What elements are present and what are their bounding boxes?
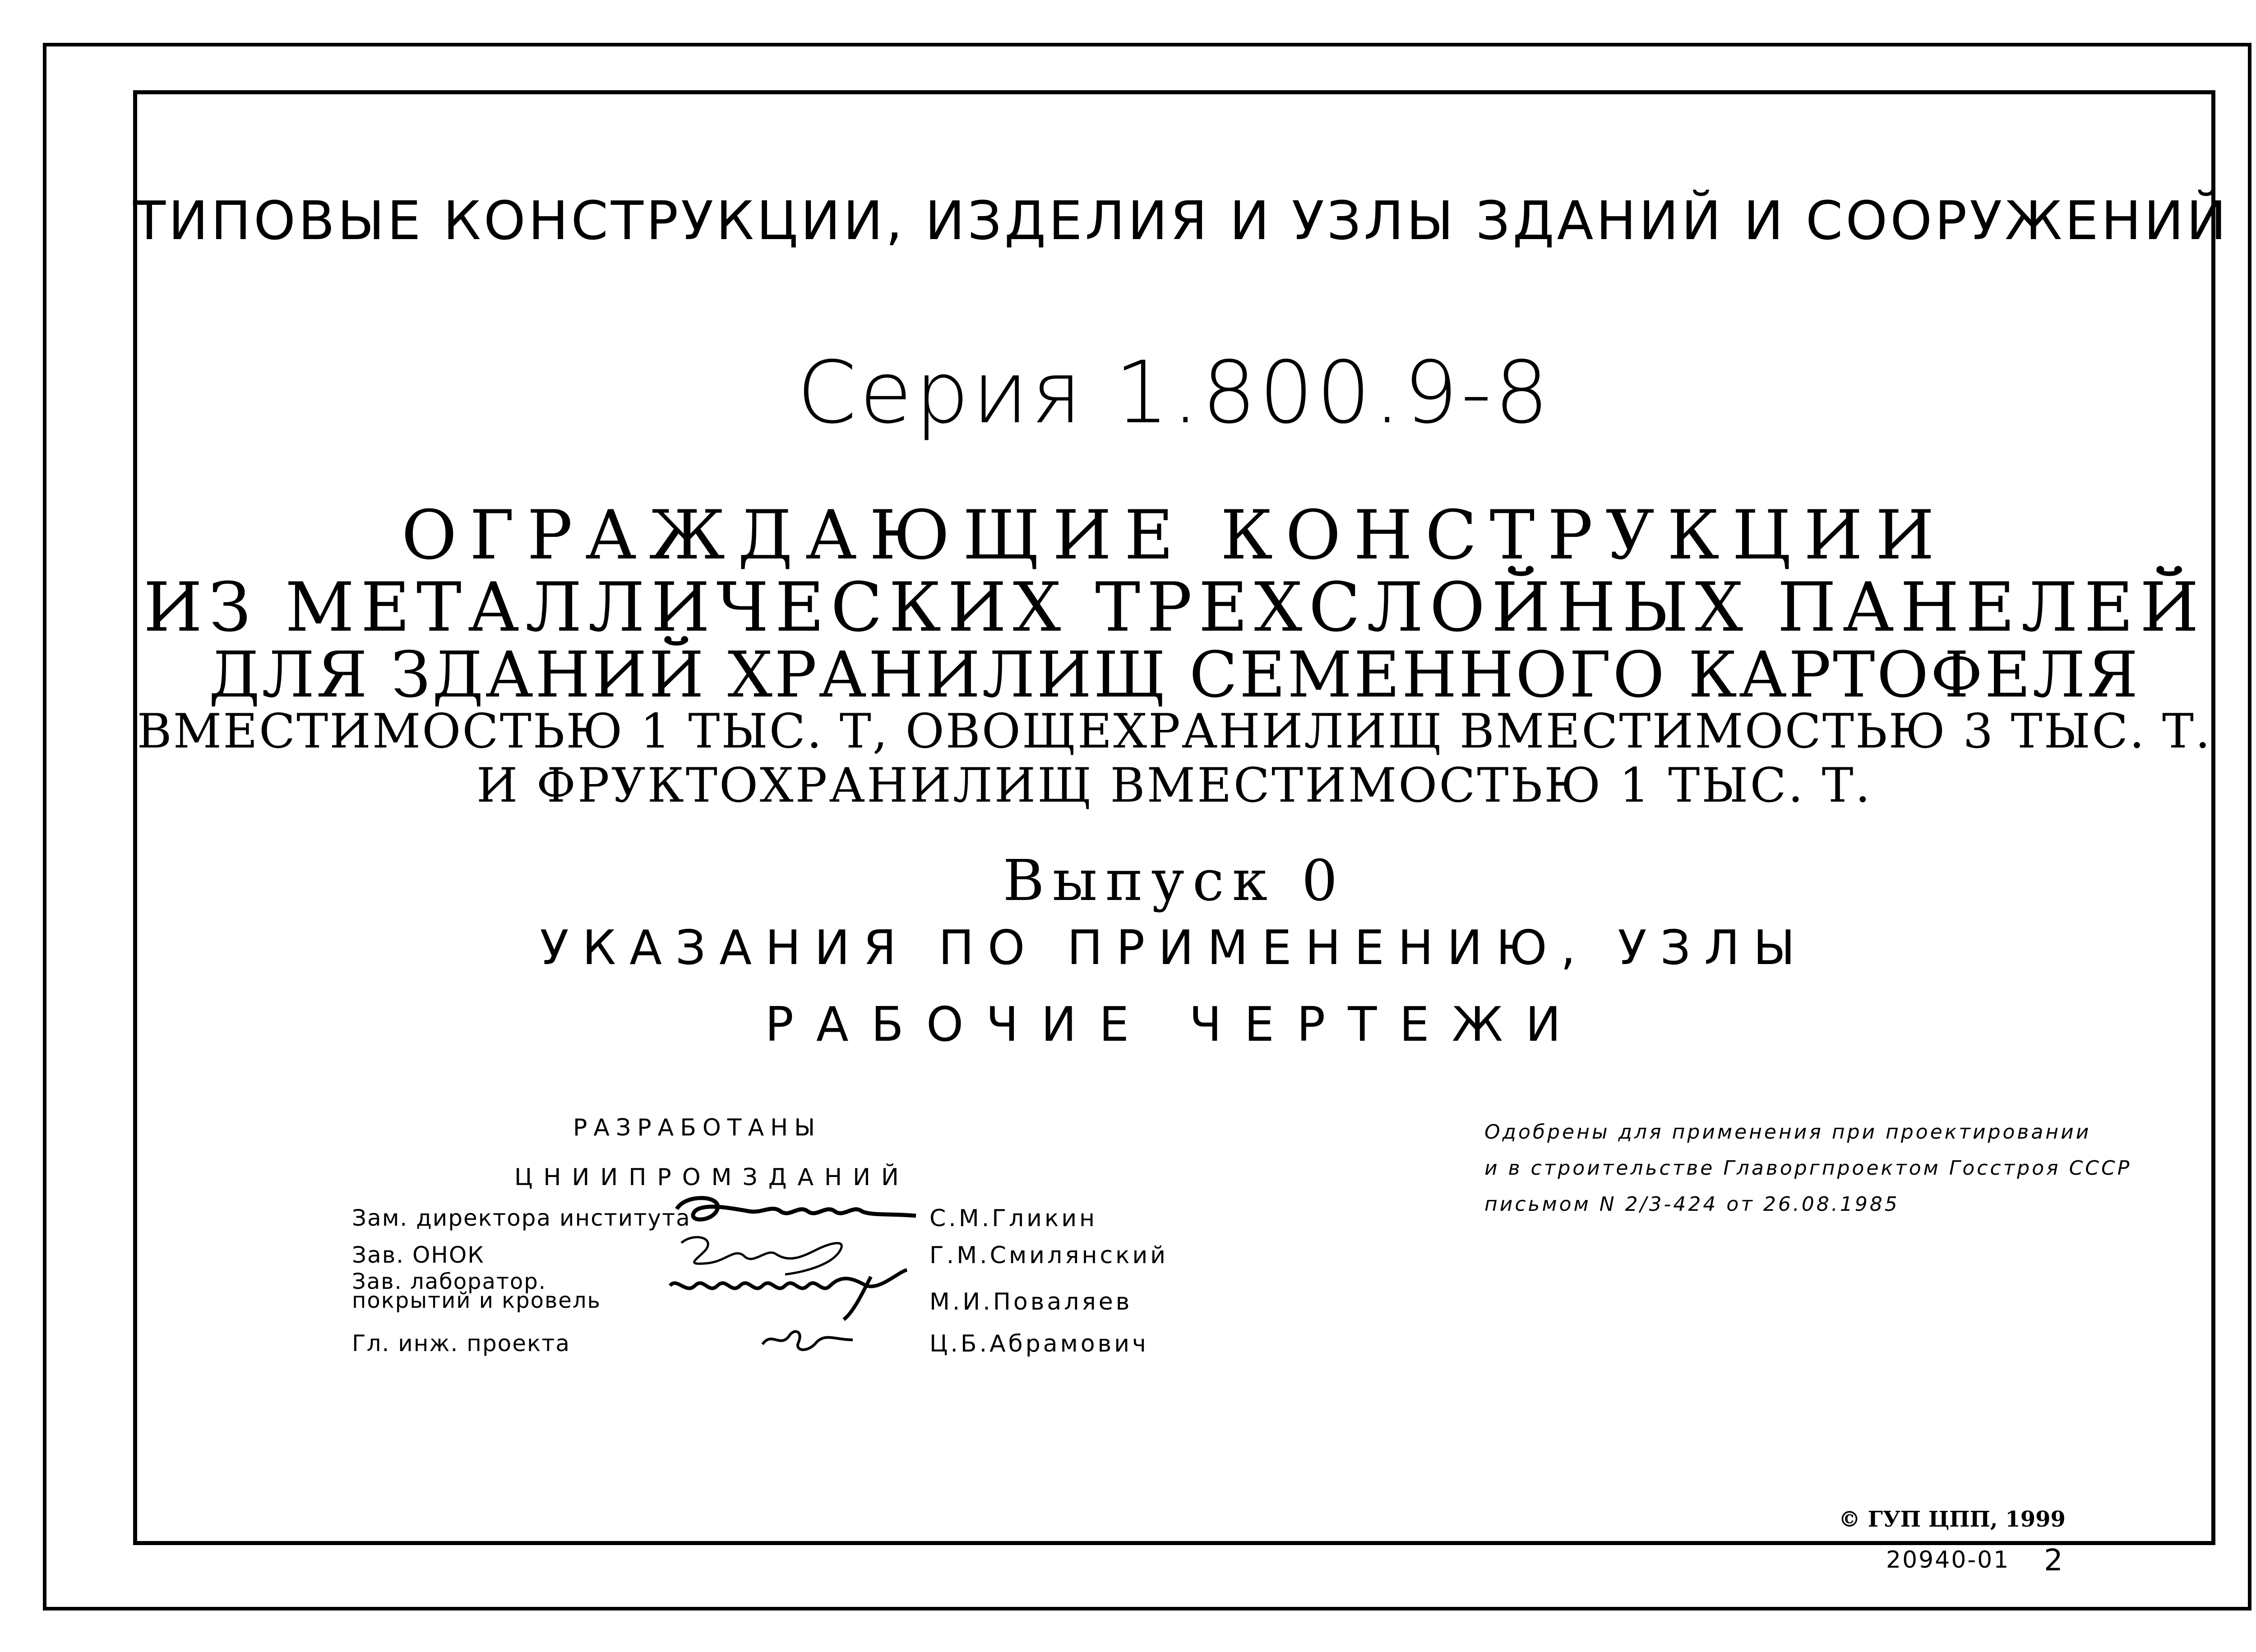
staff-position: Гл. инж. проекта [352,1330,571,1357]
staff-position: Зав. лаборатор. покрытий и кровель [352,1269,601,1313]
staff-name: М.И.Поваляев [929,1288,1133,1315]
approval-line-3: письмом N 2/3-424 от 26.08.1985 [1484,1193,1900,1216]
title-line-2: ИЗ МЕТАЛЛИЧЕСКИХ ТРЕХСЛОЙНЫХ ПАНЕЛЕЙ [143,568,2205,647]
staff-row [352,1269,1254,1326]
title-line-1: ОГРАЖДАЮЩИЕ КОНСТРУКЦИИ [401,496,1947,575]
signature [668,1191,920,1232]
document-code: 20940-01 [1886,1546,2010,1574]
staff-row [352,1324,1254,1378]
organization-name: ЦНИИПРОМЗДАНИЙ [514,1164,910,1191]
series-number: Серия 1.800.9-8 [797,343,1552,443]
title-line-5: И ФРУКТОХРАНИЛИЩ ВМЕСТИМОСТЬЮ 1 ТЫС. Т. [476,758,1872,813]
approval-block [1484,1114,2131,1223]
staff-position: Зам. директора института [352,1205,691,1231]
signature [663,1263,916,1322]
title-line-3: ДЛЯ ЗДАНИЙ ХРАНИЛИЩ СЕМЕННОГО КАРТОФЕЛЯ [208,638,2140,712]
series-title: ТИПОВЫЕ КОНСТРУКЦИИ, ИЗДЕЛИЯ И УЗЛЫ ЗДАНИЙ И СООРУЖЕНИЙ [133,189,2229,252]
approval-line-2: и в строительстве Главоргпроектом Госстроя СССР [1484,1157,2132,1180]
issue-label: Выпуск 0 [1003,848,1346,914]
approval-line-1: Одобрены для применения при проектировании [1484,1121,2091,1144]
title-line-4: ВМЕСТИМОСТЬЮ 1 ТЫС. Т, ОВОЩЕХРАНИЛИЩ ВМЕСТИМОСТЬЮ 3 ТЫС. Т. [137,704,2212,759]
copyright: © ГУП ЦПП, 1999 [1839,1507,2066,1532]
signature [758,1322,857,1358]
sheet-number: 2 [2044,1543,2063,1578]
staff-name: С.М.Гликин [929,1205,1098,1232]
developed-label: РАЗРАБОТАНЫ [573,1114,822,1141]
document-type: РАБОЧИЕ ЧЕРТЕЖИ [765,997,1584,1052]
staff-position: Зав. ОНОК [352,1242,485,1268]
issue-subtitle: УКАЗАНИЯ ПО ПРИМЕНЕНИЮ, УЗЛЫ [540,920,1809,975]
staff-name: Г.М.Смилянский [929,1242,1169,1269]
staff-name: Ц.Б.Абрамович [929,1330,1149,1357]
